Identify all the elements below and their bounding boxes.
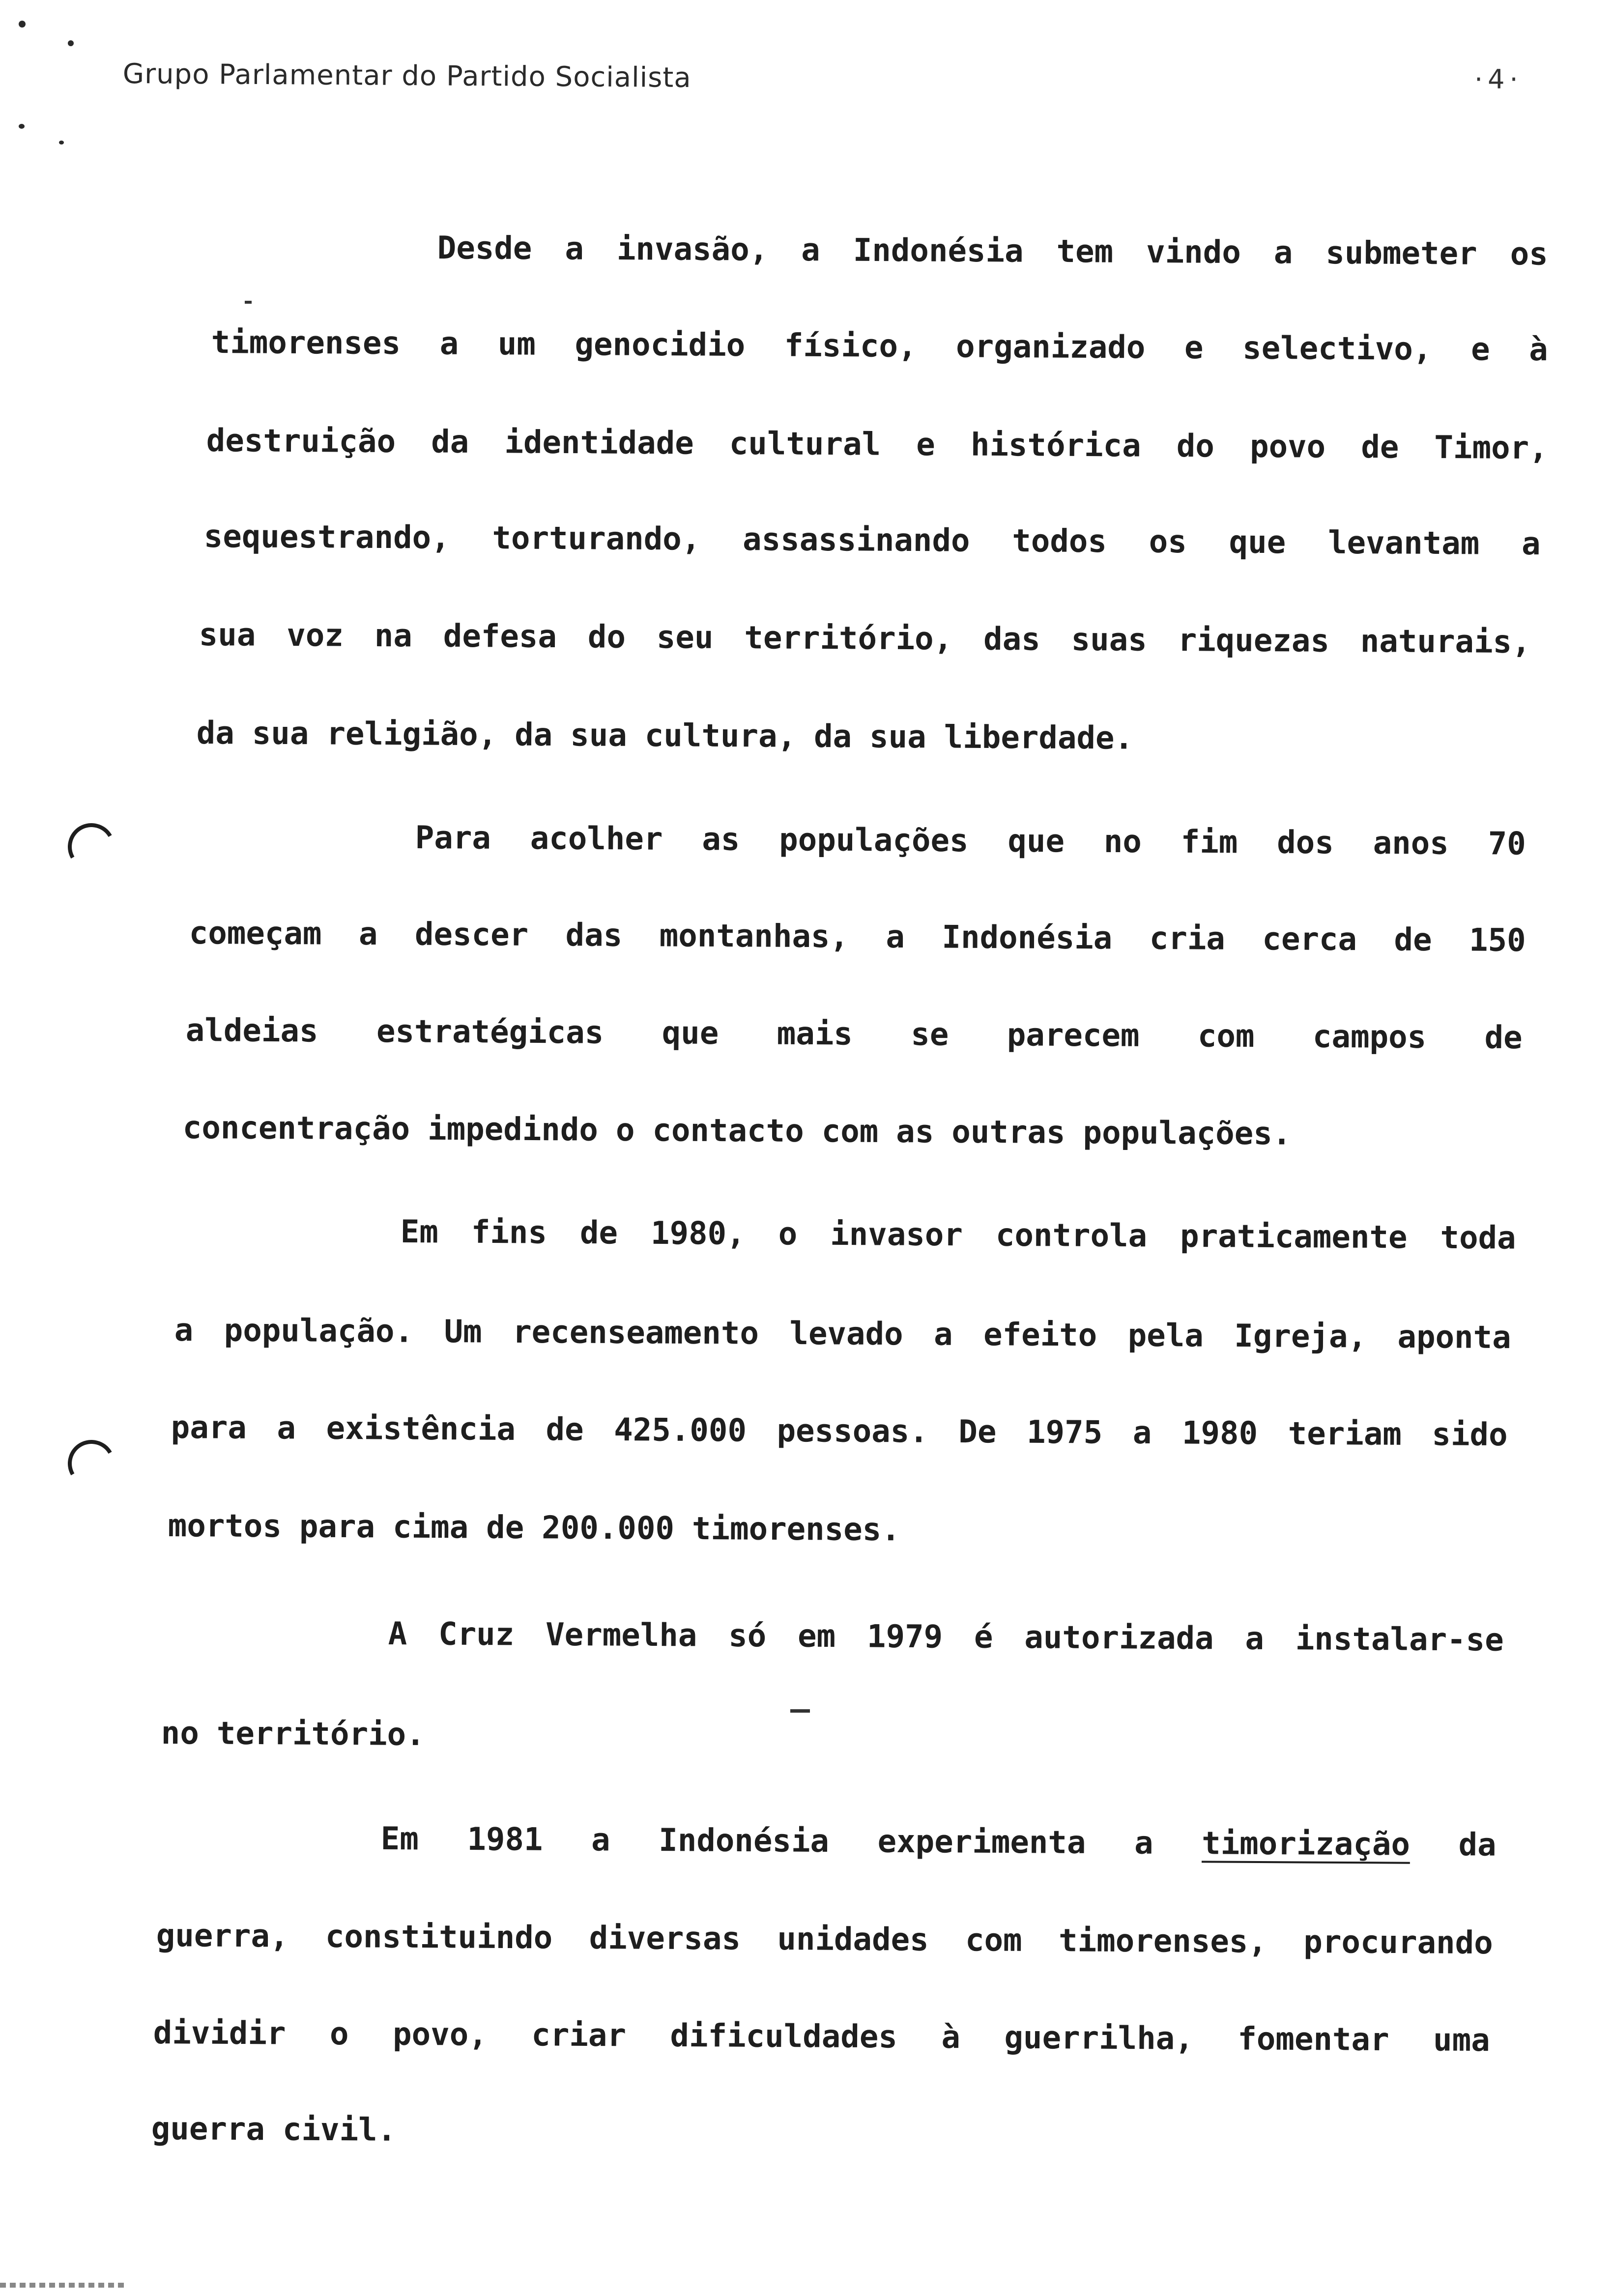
text-line: concentração impedindo o contacto com as outras populações. [182,1110,1292,1152]
text-line: a população. Um recenseamento levado a efeito pela Igreja, aponta [174,1312,1511,1356]
text-line: destruição da identidade cultural e histórica do povo de Timor, [206,423,1548,467]
text-line: aldeias estratégicas que mais se parecem com campos de [185,1012,1523,1057]
document-header: Grupo Parlamentar do Partido Socialista [122,58,691,94]
text-line: para a existência de 425.000 pessoas. De 1975 a 1980 teriam sido [171,1409,1508,1454]
text-line: Em 1981 a Indonésia experimenta a timorização da [380,1821,1497,1864]
scan-speck [59,141,64,144]
text-line: no território. [161,1715,425,1753]
text-line: Para acolher as populações que no fim dos anos 70 [415,820,1526,862]
scan-speck [68,40,74,46]
text-line: sequestrando, torturando, assassinando todos os que levantam a [203,518,1541,563]
text-line: timorenses a um genocidio físico, organizado e selectivo, e à [211,324,1548,369]
scan-speck [19,21,26,28]
text-line: guerra, constituindo diversas unidades com timorenses, procurando [156,1918,1493,1962]
page-number: ·4· [1474,64,1523,95]
text-line: guerra civil. [151,2111,397,2149]
text-line: dividir o povo, criar dificuldades à guerrilha, fomentar uma [153,2015,1490,2059]
punch-hole-mark [62,1435,120,1492]
text-line: A Cruz Vermelha só em 1979 é autorizada a instalar-se [388,1616,1504,1659]
text-line: Desde a invasão, a Indonésia tem vindo a submeter os [437,230,1548,273]
text-line: sua voz na defesa do seu território, das suas riquezas naturais, [199,617,1531,661]
text-line: Em fins de 1980, o invasor controla praticamente toda [400,1214,1516,1257]
emphasized-term: timorização [1201,1825,1410,1863]
text-line: mortos para cima de 200.000 timorenses. [168,1508,901,1549]
punch-hole-mark [62,818,120,876]
scan-speck [19,124,25,129]
text-line: da sua religião, da sua cultura, da sua liberdade. [196,715,1134,757]
text-line: começam a descer das montanhas, a Indonésia cria cerca de 150 [189,915,1526,959]
scan-dash [790,1709,810,1713]
scan-dash [245,301,252,304]
scan-edge-artifact [0,2283,128,2288]
